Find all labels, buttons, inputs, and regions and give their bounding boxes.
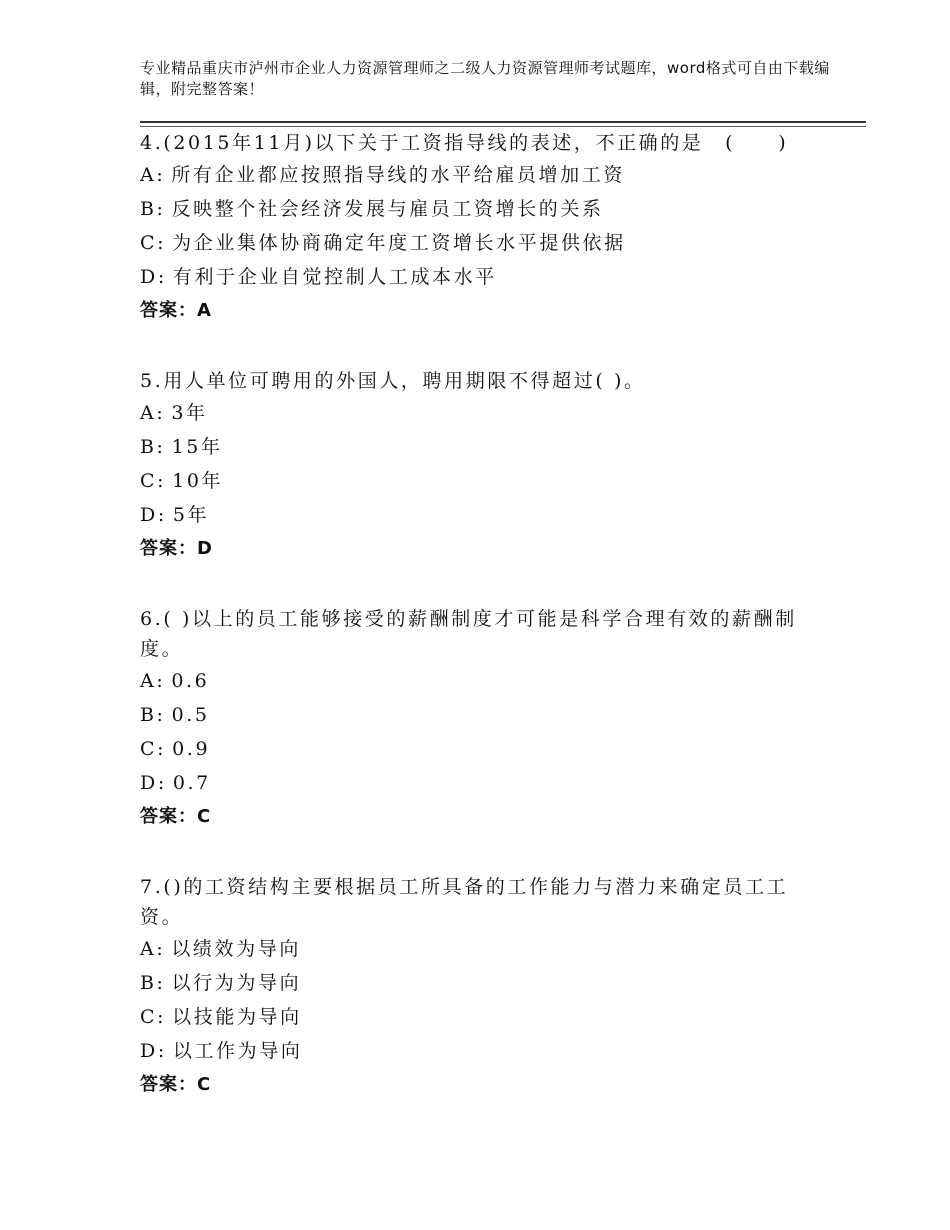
option-text: 3年 (171, 402, 208, 424)
answer-text: 答案：A (140, 300, 212, 321)
answer-text: 答案：C (140, 1074, 212, 1095)
option-label: A: (140, 670, 166, 692)
question-6 (140, 604, 830, 834)
option-c (140, 732, 830, 766)
option-label: B: (140, 704, 166, 726)
option-text: 0.7 (172, 772, 211, 794)
option-text: 有利于企业自觉控制人工成本水平 (172, 266, 497, 288)
option-a (140, 158, 830, 192)
answer-text: 答案：C (140, 806, 212, 827)
option-text: 以行为为导向 (171, 972, 302, 994)
option-d (140, 260, 830, 294)
question-5 (140, 366, 830, 566)
option-d (140, 1034, 830, 1068)
question-list (140, 128, 830, 1140)
question-text: 4.(2015年11月)以下关于工资指导线的表述，不正确的是 ( ) (140, 132, 789, 154)
option-label: A: (140, 402, 166, 424)
option-text: 0.6 (171, 670, 210, 692)
option-label: B: (140, 198, 166, 220)
header-divider-thick (140, 121, 866, 123)
option-label: D: (140, 266, 167, 288)
question-text: 6.( )以上的员工能够接受的薪酬制度才可能是科学合理有效的薪酬制度。 (140, 608, 797, 660)
option-label: C: (140, 1006, 167, 1028)
option-label: B: (140, 436, 166, 458)
option-label: C: (140, 738, 167, 760)
option-label: D: (140, 772, 167, 794)
option-b (140, 966, 830, 1000)
question-text: 7.()的工资结构主要根据员工所具备的工作能力与潜力来确定员工工资。 (140, 876, 789, 928)
option-label: D: (140, 504, 167, 526)
option-c (140, 464, 830, 498)
option-text: 5年 (172, 504, 210, 526)
option-text: 所有企业都应按照指导线的水平给雇员增加工资 (171, 164, 625, 186)
option-label: C: (140, 470, 167, 492)
question-text: 5.用人单位可聘用的外国人，聘用期限不得超过( )。 (140, 370, 646, 392)
option-text: 0.9 (172, 738, 211, 760)
option-c (140, 1000, 830, 1034)
option-text: 以工作为导向 (172, 1040, 303, 1062)
option-d (140, 766, 830, 800)
option-text: 0.5 (171, 704, 210, 726)
option-b (140, 430, 830, 464)
option-label: B: (140, 972, 166, 994)
option-b (140, 192, 830, 226)
header-divider-thin (140, 126, 866, 127)
option-a (140, 396, 830, 430)
page-header: 专业精品重庆市泸州市企业人力资源管理师之二级人力资源管理师考试题库，word格式可自由下载编辑，附完整答案！ (140, 59, 830, 98)
answer-text: 答案：D (140, 538, 213, 559)
option-text: 以技能为导向 (172, 1006, 302, 1028)
option-a (140, 932, 830, 966)
option-label: D: (140, 1040, 167, 1062)
option-text: 以绩效为导向 (171, 938, 301, 960)
option-text: 15年 (171, 436, 223, 458)
option-d (140, 498, 830, 532)
option-text: 10年 (172, 470, 224, 492)
option-b (140, 698, 830, 732)
question-7 (140, 872, 830, 1102)
option-a (140, 664, 830, 698)
option-text: 反映整个社会经济发展与雇员工资增长的关系 (171, 198, 604, 220)
option-label: C: (140, 232, 167, 254)
option-label: A: (140, 164, 166, 186)
option-text: 为企业集体协商确定年度工资增长水平提供依据 (172, 232, 626, 254)
question-4 (140, 128, 830, 328)
option-c (140, 226, 830, 260)
option-label: A: (140, 938, 166, 960)
